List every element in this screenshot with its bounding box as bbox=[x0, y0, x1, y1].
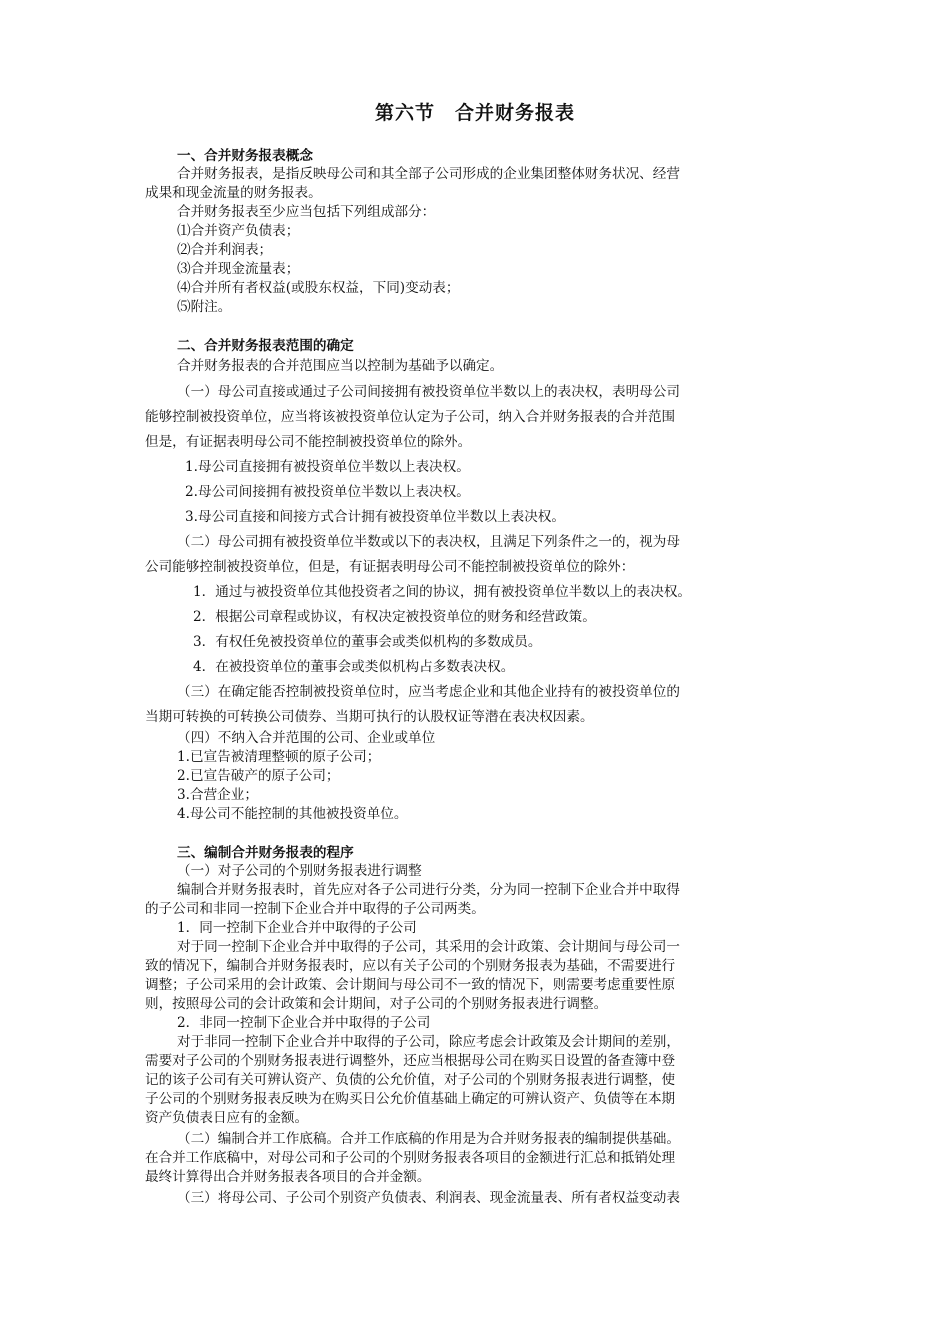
text-line: 公司能够控制被投资单位，但是，有证据表明母公司不能控制被投资单位的除外： bbox=[145, 559, 635, 575]
list-item: 1.已宣告被清理整顿的原子公司； bbox=[177, 749, 381, 765]
text-line: 1．同一控制下企业合并中取得的子公司 bbox=[177, 920, 417, 936]
text-line: （三）在确定能否控制被投资单位时，应当考虑企业和其他企业持有的被投资单位的 bbox=[177, 684, 680, 700]
text-line: 调整；子公司采用的会计政策、会计期间与母公司不一致的情况下，则需要考虑重要性原 bbox=[145, 977, 676, 993]
text-line: 2．非同一控制下企业合并中取得的子公司 bbox=[177, 1015, 431, 1031]
section-heading: 三、编制合并财务报表的程序 bbox=[177, 845, 354, 861]
list-item: 2.已宣告破产的原子公司； bbox=[177, 768, 340, 784]
text-line: 最终计算得出合并财务报表各项目的合并金额。 bbox=[145, 1169, 431, 1185]
list-item: ⑶合并现金流量表； bbox=[177, 261, 300, 277]
text-line: 资产负债表日应有的金额。 bbox=[145, 1110, 309, 1126]
text-line: 对于非同一控制下企业合并中取得的子公司，除应考虑会计政策及会计期间的差别， bbox=[177, 1034, 680, 1050]
list-item: ⑴合并资产负债表； bbox=[177, 223, 300, 239]
text-line: （三）将母公司、子公司个别资产负债表、利润表、现金流量表、所有者权益变动表 bbox=[177, 1190, 680, 1206]
text-line: 致的情况下，编制合并财务报表时，应以有关子公司的个别财务报表为基础，不需要进行 bbox=[145, 958, 676, 974]
list-item: 2．根据公司章程或协议，有权决定被投资单位的财务和经营政策。 bbox=[193, 609, 596, 625]
text-line: （四）不纳入合并范围的公司、企业或单位 bbox=[177, 730, 436, 746]
text-line: 合并财务报表，是指反映母公司和其全部子公司形成的企业集团整体财务状况、经营 bbox=[177, 166, 680, 182]
text-line: 但是，有证据表明母公司不能控制被投资单位的除外。 bbox=[145, 434, 472, 450]
list-item: 2.母公司间接拥有被投资单位半数以上表决权。 bbox=[185, 484, 470, 500]
page-title: 第六节 合并财务报表 bbox=[374, 102, 575, 124]
text-line: 对于同一控制下企业合并中取得的子公司，其采用的会计政策、会计期间与母公司一 bbox=[177, 939, 680, 955]
text-line: 能够控制被投资单位，应当将该被投资单位认定为子公司，纳入合并财务报表的合并范围 bbox=[145, 409, 676, 425]
text-line: （一）母公司直接或通过子公司间接拥有被投资单位半数以上的表决权，表明母公司 bbox=[177, 384, 680, 400]
list-item: 3.母公司直接和间接方式合计拥有被投资单位半数以上表决权。 bbox=[185, 509, 565, 525]
text-line: 的子公司和非同一控制下企业合并中取得的子公司两类。 bbox=[145, 901, 485, 917]
text-line: 当期可转换的可转换公司债券、当期可执行的认股权证等潜在表决权因素。 bbox=[145, 709, 594, 725]
section-heading: 一、合并财务报表概念 bbox=[177, 148, 313, 164]
list-item: 1．通过与被投资单位其他投资者之间的协议，拥有被投资单位半数以上的表决权。 bbox=[193, 584, 692, 600]
section-heading: 二、合并财务报表范围的确定 bbox=[177, 338, 354, 354]
list-item: 3．有权任免被投资单位的董事会或类似机构的多数成员。 bbox=[193, 634, 542, 650]
list-item: ⑸附注。 bbox=[177, 299, 232, 315]
list-item: 3.合营企业； bbox=[177, 787, 258, 803]
text-line: （二）编制合并工作底稿。合并工作底稿的作用是为合并财务报表的编制提供基础。 bbox=[177, 1131, 680, 1147]
list-item: ⑷合并所有者权益(或股东权益，下同)变动表； bbox=[177, 280, 460, 296]
text-line: 记的该子公司有关可辨认资产、负债的公允价值，对子公司的个别财务报表进行调整，使 bbox=[145, 1072, 676, 1088]
text-line: 需要对子公司的个别财务报表进行调整外，还应当根据母公司在购买日设置的备查簿中登 bbox=[145, 1053, 676, 1069]
text-line: 则，按照母公司的会计政策和会计期间，对子公司的个别财务报表进行调整。 bbox=[145, 996, 608, 1012]
text-line: 合并财务报表至少应当包括下列组成部分： bbox=[177, 204, 436, 220]
text-line: 编制合并财务报表时，首先应对各子公司进行分类，分为同一控制下企业合并中取得 bbox=[177, 882, 680, 898]
text-line: 合并财务报表的合并范围应当以控制为基础予以确定。 bbox=[177, 358, 504, 374]
text-line: （一）对子公司的个别财务报表进行调整 bbox=[177, 863, 422, 879]
text-line: 在合并工作底稿中，对母公司和子公司的个别财务报表各项目的金额进行汇总和抵销处理 bbox=[145, 1150, 676, 1166]
list-item: 4.母公司不能控制的其他被投资单位。 bbox=[177, 806, 408, 822]
list-item: 4．在被投资单位的董事会或类似机构占多数表决权。 bbox=[193, 659, 515, 675]
text-line: 子公司的个别财务报表反映为在购买日公允价值基础上确定的可辨认资产、负债等在本期 bbox=[145, 1091, 676, 1107]
text-line: 成果和现金流量的财务报表。 bbox=[145, 185, 322, 201]
list-item: 1.母公司直接拥有被投资单位半数以上表决权。 bbox=[185, 459, 470, 475]
text-line: （二）母公司拥有被投资单位半数或以下的表决权，且满足下列条件之一的，视为母 bbox=[177, 534, 680, 550]
list-item: ⑵合并利润表； bbox=[177, 242, 273, 258]
